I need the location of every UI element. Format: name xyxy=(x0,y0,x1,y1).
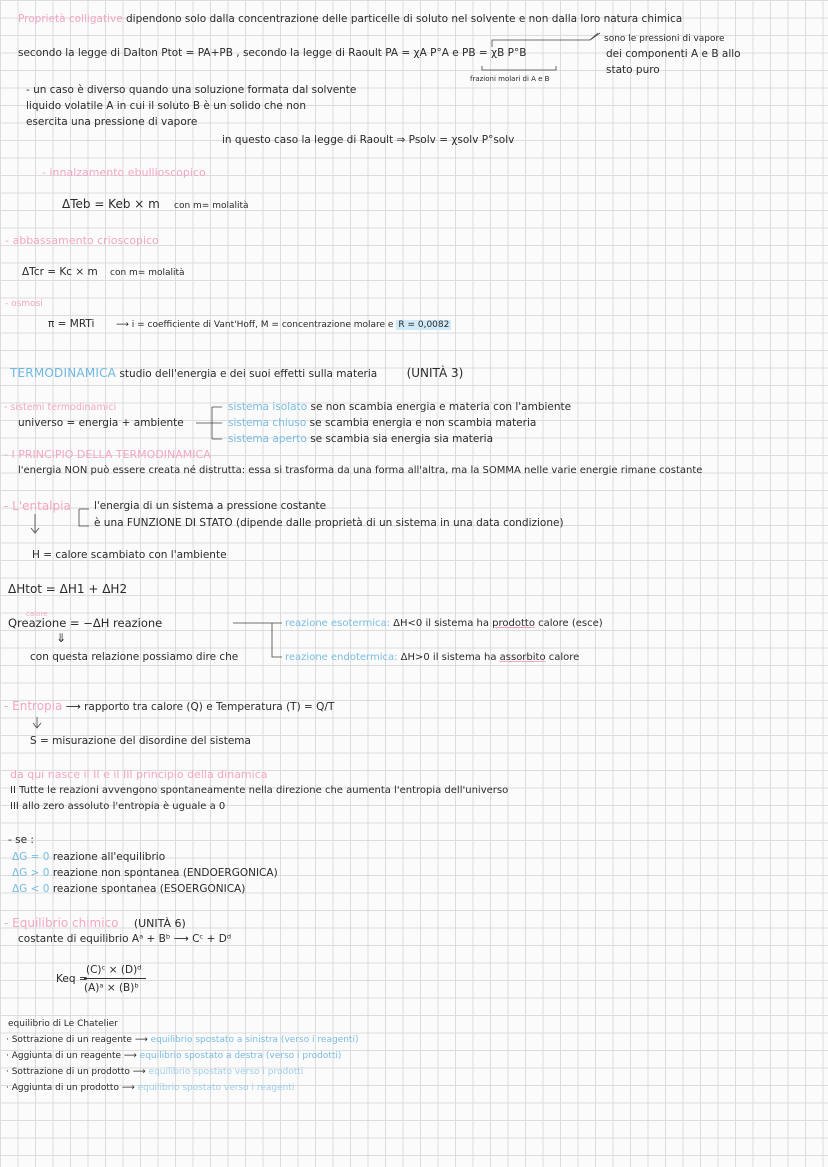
implies-arrow: ⇓ xyxy=(56,631,67,645)
enthalpy-def-1: l'energia di un sistema a pressione costante xyxy=(94,500,327,512)
gibbs-intro: - se : xyxy=(8,834,34,846)
keq-lhs: Keq = xyxy=(56,973,88,985)
termodinamica-desc: studio dell'energia e dei suoi effetti sulla materia xyxy=(116,368,378,380)
gas-constant: R = 0,0082 xyxy=(398,320,450,330)
le-chatelier-4: · Aggiunta di un prodotto ⟶ equilibrio spostato verso i reagenti xyxy=(6,1083,295,1093)
le-chatelier-1: · Sottrazione di un reagente ⟶ equilibrio spostato a sinistra (verso i reagenti) xyxy=(6,1035,359,1045)
heading-osmosis: - osmosi xyxy=(5,299,43,309)
universe-definition: universo = energia + ambiente xyxy=(18,417,184,429)
le-chatelier-2: · Aggiunta di un reagente ⟶ equilibrio spostato a destra (verso i prodotti) xyxy=(6,1051,342,1061)
line-case-3: esercita una pressione di vapore xyxy=(26,116,198,128)
equilibrium-line xyxy=(4,917,186,931)
note-mole-fraction: frazioni molari di A e B xyxy=(470,75,550,83)
formula-cryoscopic-note: con m= molalità xyxy=(110,268,185,278)
entropy-line: - Entropia ⟶ rapporto tra calore (Q) e Temperatura (T) = Q/T xyxy=(4,699,335,713)
heading-equilibrium: - Equilibrio chimico xyxy=(4,916,119,930)
colligative-text: dipendono solo dalla concentrazione delle particelle di soluto nel solvente e non dalla loro natura chimica xyxy=(122,13,683,25)
formula-htot: ΔHtot = ΔH1 + ΔH2 xyxy=(8,582,128,596)
le-chatelier-3: · Sottrazione di un prodotto ⟶ equilibrio spostato verso i prodotti xyxy=(6,1067,304,1077)
heading-ebullioscopic: - innalzamento ebullioscopico xyxy=(42,166,206,179)
formula-cryoscopic: ΔTcr = Kc × m xyxy=(22,266,98,278)
equilibrium-unit: (UNITÀ 6) xyxy=(133,917,186,930)
line-raoult-solvent: in questo caso la legge di Raoult ⇒ Psolv = χsolv P°solv xyxy=(222,134,515,146)
relation-text: con questa relazione possiamo dire che xyxy=(30,651,239,663)
formula-ebullioscopic: ΔTeb = Keb × m xyxy=(62,197,160,211)
formula-q: Qreazione = −ΔH reazione xyxy=(8,616,163,630)
gibbs-negative: ΔG < 0 reazione spontanea (ESOERGONICA) xyxy=(12,883,246,895)
heading-cryoscopic: - abbassamento crioscopico xyxy=(5,234,159,247)
termodinamica-unit: (UNITÀ 3) xyxy=(406,366,464,380)
formula-osmosis: π = MRTi xyxy=(48,318,95,330)
gibbs-eq: ΔG = 0 reazione all'equilibrio xyxy=(12,851,166,863)
note-vapor-3: stato puro xyxy=(606,64,660,76)
entropy-def: S = misurazione del disordine del sistema xyxy=(30,735,251,747)
heading-principles-2-3: da qui nasce il II e il III principio della dinamica xyxy=(10,768,268,781)
third-principle: III allo zero assoluto l'entropia è uguale a 0 xyxy=(10,801,226,812)
colligative-title: Proprietà colligative xyxy=(18,13,123,25)
equilibrium-constant: costante di equilibrio Aᵃ + Bᵇ ⟶ Cᶜ + Dᵈ xyxy=(18,933,232,945)
system-closed: sistema chiuso se scambia energia e non scambia materia xyxy=(228,417,537,429)
keq-denominator: (A)ᵃ × (B)ᵇ xyxy=(84,982,139,994)
line-dalton-raoult: secondo la legge di Dalton Ptot = PA+PB , secondo la legge di Raoult PA = χA P°A e PB = χB P°B xyxy=(18,47,527,59)
formula-osmosis-note: ⟶ i = coefficiente di Vant'Hoff, M = concentrazione molare e R = 0,0082 xyxy=(116,320,450,330)
system-isolated: sistema isolato se non scambia energia e materia con l'ambiente xyxy=(228,401,572,413)
keq-numerator: (C)ᶜ × (D)ᵈ xyxy=(86,964,142,976)
line-case-2: liquido volatile A in cui il soluto B è un solido che non xyxy=(26,100,306,112)
second-principle: II Tutte le reazioni avvengono spontaneamente nella direzione che aumenta l'entropia dell'universo xyxy=(10,785,509,796)
line-termodinamica xyxy=(10,367,463,381)
label-calore: calore xyxy=(26,610,48,618)
heading-entropy: - Entropia xyxy=(4,699,63,713)
enthalpy-def-2: è una FUNZIONE DI STATO (dipende dalle proprietà di un sistema in una data condizione) xyxy=(94,517,564,529)
formula-ebullioscopic-note: con m= molalità xyxy=(174,201,249,211)
enthalpy-def-3: H = calore scambiato con l'ambiente xyxy=(32,549,227,561)
system-open: sistema aperto se scambia sia energia sia materia xyxy=(228,433,494,445)
first-principle-text: l'energia NON può essere creata né distrutta: essa si trasforma da una forma all'altra, ma la SOMMA nelle varie energie rimane costante xyxy=(18,465,703,476)
note-vapor-2: dei componenti A e B allo xyxy=(606,48,741,60)
keq-fraction-bar xyxy=(84,978,146,979)
exothermic-line: reazione esotermica: ΔH<0 il sistema ha prodotto calore (esce) xyxy=(285,618,603,629)
le-chatelier-title: equilibrio di Le Chatelier xyxy=(8,1019,118,1029)
note-vapor-1: sono le pressioni di vapore xyxy=(604,34,725,44)
gibbs-positive: ΔG > 0 reazione non spontanea (ENDOERGONICA) xyxy=(12,867,278,879)
heading-enthalpy: - L'entalpia xyxy=(4,499,71,513)
line-colligative xyxy=(18,13,682,26)
endothermic-line: reazione endotermica: ΔH>0 il sistema ha assorbito calore xyxy=(285,652,580,663)
heading-first-principle: - I PRINCIPIO DELLA TERMODINAMICA xyxy=(4,448,211,461)
line-case-1: - un caso è diverso quando una soluzione formata dal solvente xyxy=(26,84,357,96)
heading-systems: - sistemi termodinamici xyxy=(4,402,117,413)
heading-termodinamica: TERMODINAMICA xyxy=(10,366,117,380)
